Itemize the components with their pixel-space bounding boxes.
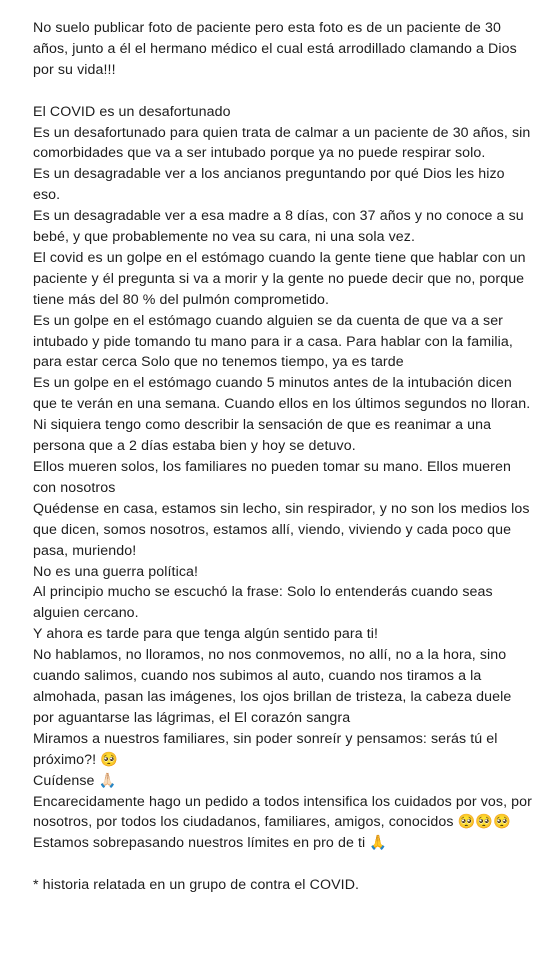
text-line-6: Es un golpe en el estómago cuando alguien se da cuenta de que va a ser intubado y pide tomando tu mano para ir a casa. Para hablar con la familia, para estar cerca Solo que no tenemos tiempo, ya es tarde [33, 312, 517, 371]
text-line-7: Es un golpe en el estómago cuando 5 minutos antes de la intubación dicen que te verán en una semana. Cuando ellos en los últimos segundos no lloran. [33, 375, 531, 413]
text-line-13: Y ahora es tarde para que tenga algún sentido para ti! [33, 626, 379, 643]
text-line-11: No es una guerra política! [33, 563, 199, 580]
text-line-15: Miramos a nuestros familiares, sin poder sonreír y pensamos: serás tú el próximo?! 🥺 [33, 730, 502, 768]
text-line-17: Encarecidamente hago un pedido a todos intensifica los cuidados por vos, por nosotros, por todos los ciudadanos, familiares, amigos, conocidos 🥺🥺🥺 [33, 793, 537, 831]
paragraph-gap [33, 81, 533, 102]
text-line-8: Ni siquiera tengo como describir la sensación de que es reanimar a una persona que a 2 días estaba bien y hoy se detuvo. [33, 417, 496, 455]
text-line-16: Cuídense 🙏🏻 [33, 772, 117, 789]
text-line-4: Es un desagradable ver a esa madre a 8 días, con 37 años y no conoce a su bebé, y que probablemente no vea su cara, ni una sola vez. [33, 208, 528, 246]
footnote: * historia relatada en un grupo de contra el COVID. [33, 877, 360, 894]
text-line-10: Quédense en casa, estamos sin lecho, sin respirador, y no son los medios los que dicen, somos nosotros, estamos allí, viendo, viviendo y cada poco que pasa, muriendo! [33, 500, 534, 559]
text-line-18: Estamos sobrepasando nuestros límites en pro de ti 🙏 [33, 835, 388, 852]
text-line-2: Es un desafortunado para quien trata de calmar a un paciente de 30 años, sin comorbidades que va a ser intubado porque ya no puede respirar solo. [33, 124, 535, 162]
text-line-1: El COVID es un desafortunado [33, 103, 231, 120]
intro-paragraph: No suelo publicar foto de paciente pero esta foto es de un paciente de 30 años, junto a él el hermano médico el cual está arrodillado clamando a Dios por su vida!!! [33, 20, 521, 78]
text-line-9: Ellos mueren solos, los familiares no pueden tomar su mano. Ellos mueren con nosotros [33, 459, 516, 496]
text-line-3: Es un desagradable ver a los ancianos preguntando por qué Dios les hizo eso. [33, 166, 509, 204]
text-line-5: El covid es un golpe en el estómago cuando la gente tiene que hablar con un paciente y él pregunta si va a morir y la gente no puede decir que no, porque tiene más del 80 % del pulmón comprometido. [33, 249, 530, 308]
post-text [33, 18, 537, 896]
text-line-14: No hablamos, no lloramos, no nos conmovemos, no allí, no a la hora, sino cuando salimos, cuando nos subimos al auto, cuando nos tiramos a la almohada, pasan las imágenes, los ojos brillan de tristeza, la cabeza duele por aguantarse las lágrimas, el El corazón sangra [33, 647, 516, 726]
text-line-12: Al principio mucho se escuchó la frase: Solo lo entenderás cuando seas alguien cercano. [33, 584, 497, 622]
paragraph-gap [33, 854, 533, 875]
